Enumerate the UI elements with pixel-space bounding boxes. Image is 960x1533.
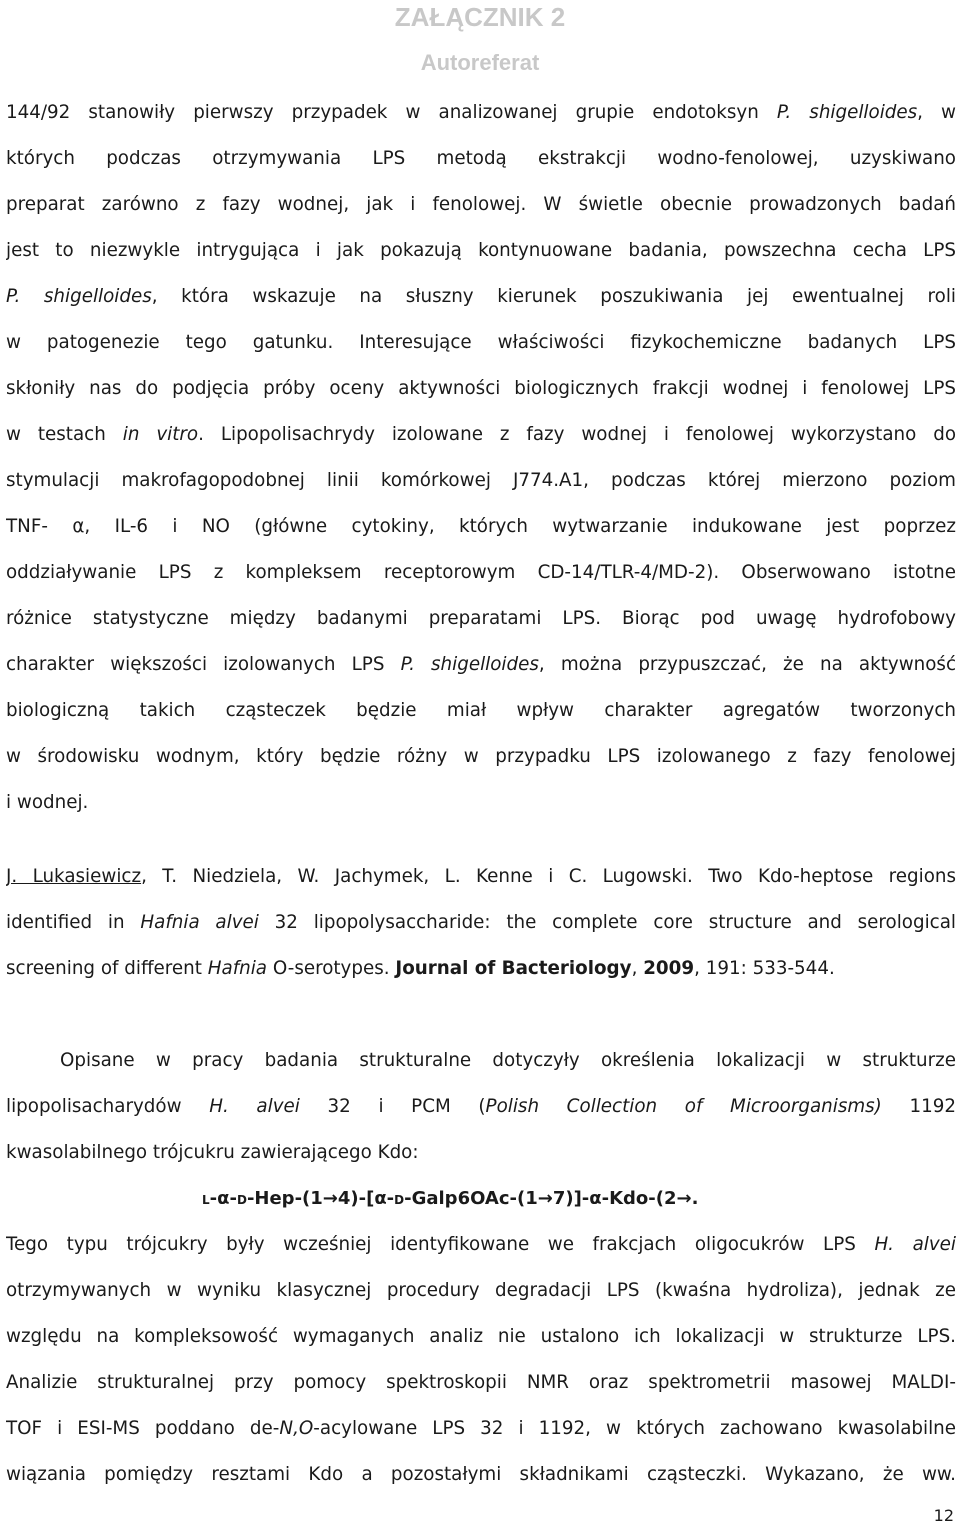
text-line: biologiczną takich cząsteczek będzie miał wpływ charakter agregatów tworzonych [6, 700, 956, 721]
text-run: charakter większości izolowanych LPS [6, 654, 401, 675]
text-run: TOF i ESI-MS poddano de- [6, 1418, 280, 1439]
text-line [6, 412, 956, 458]
text-line [6, 946, 956, 992]
text-line: skłoniły nas do podjęcia próby oceny aktywności biologicznych frakcji wodnej i fenolowej LPS [6, 378, 956, 399]
text-run: TNF- [6, 516, 73, 537]
species-name: H. alvei [874, 1234, 956, 1255]
text-line: wiązania pomiędzy resztami Kdo a pozostałymi składnikami cząsteczki. Wykazano, że ww. [6, 1464, 956, 1485]
text-line: których podczas otrzymywania LPS metodą ekstrakcji wodno-fenolowej, uzyskiwano [6, 148, 956, 169]
text-run: , T. Niedziela, W. Jachymek, L. Kenne i C. Lugowski. Two Kdo-heptose regions [141, 866, 956, 887]
text-line: kwasolabilnego trójcukru zawierającego Kdo: [6, 1142, 419, 1163]
text-line [6, 642, 956, 688]
text-run: 32 lipopolysaccharide: the complete core structure and serological [258, 912, 956, 933]
paragraph-description [6, 1038, 956, 1176]
small-caps-letter: L [202, 1193, 210, 1207]
text-line: Analizie strukturalnej przy pomocy spektroskopii NMR oraz spektrometrii masowej MALDI- [6, 1372, 956, 1393]
text-run: identified in [6, 912, 141, 933]
text-line [6, 854, 956, 900]
species-name: P. shigelloides [400, 654, 539, 675]
latin-phrase: in vitro [122, 424, 199, 445]
text-line: otrzymywanych w wyniku klasycznej procedury degradacji LPS (kwaśna hydroliza), jednak ze [6, 1280, 956, 1301]
header-subtitle: Autoreferat [420, 50, 540, 75]
text-run: screening of different [6, 958, 208, 979]
species-name: P. shigelloides [776, 102, 918, 123]
formula-part: -Hep-(1→4)-[α- [246, 1188, 395, 1209]
collection-name: Polish Collection of Microorganisms) [485, 1096, 882, 1117]
text-line: w patogenezie tego gatunku. Interesujące właściwości fizykochemiczne badanych LPS [6, 332, 956, 353]
text-line: Opisane w pracy badania strukturalne dotyczyły określenia lokalizacji w strukturze [60, 1050, 956, 1071]
text-line [6, 1084, 956, 1130]
text-line: w środowisku wodnym, który będzie różny w przypadku LPS izolowanego z fazy fenolowej [6, 746, 956, 767]
text-line: różnice statystyczne między badanymi preparatami LPS. Biorąc pod uwagę hydrofobowy [6, 608, 956, 629]
text-run: w testach [6, 424, 123, 445]
small-caps-letter: D [394, 1193, 405, 1207]
text-run: , 191: 533-544. [694, 958, 835, 979]
text-line: stymulacji makrofagopodobnej linii komórkowej J774.A1, podczas której mierzono poziom [6, 470, 956, 491]
text-line [6, 90, 956, 136]
text-line [6, 504, 956, 550]
publication-year: 2009 [643, 958, 695, 979]
text-run: -acylowane LPS 32 i 1192, w których zachowano kwasolabilne [313, 1418, 956, 1439]
text-run: 144/92 stanowiły pierwszy przypadek w analizowanej grupie endotoksyn [6, 102, 777, 123]
text-run: 32 i PCM ( [299, 1096, 486, 1117]
document-body [6, 90, 956, 1498]
text-run: , można przypuszczać, że na aktywność [538, 654, 956, 675]
species-name: H. alvei [209, 1096, 300, 1117]
spacer [6, 992, 956, 1038]
text-line: i wodnej. [6, 792, 89, 813]
text-run: , [631, 958, 644, 979]
text-line [6, 900, 956, 946]
text-line: względu na kompleksowość wymaganych analiz nie ustalono ich lokalizacji w strukturze LPS. [6, 1326, 956, 1347]
text-run: , w [917, 102, 956, 123]
species-name: Hafnia alvei [140, 912, 259, 933]
paragraph-analysis [6, 1222, 956, 1498]
text-run: Tego typu trójcukry były wcześniej identyfikowane we frakcjach oligocukrów LPS [6, 1234, 875, 1255]
highlighted-author: J. Lukasiewicz [6, 866, 142, 887]
text-run: , IL-6 i NO (główne cytokiny, których wytwarzanie indukowane jest poprzez [84, 516, 956, 537]
text-run: O-serotypes. [267, 958, 396, 979]
text-line [6, 1222, 956, 1268]
alpha-symbol: α [72, 516, 85, 537]
chemical-formula [6, 1176, 956, 1222]
text-line: oddziaływanie LPS z kompleksem receptorowym CD-14/TLR-4/MD-2). Obserwowano istotne [6, 562, 956, 583]
text-line: jest to niezwykle intrygująca i jak pokazują kontynuowane badania, powszechna cecha LPS [6, 240, 956, 261]
journal-name: Journal of Bacteriology [395, 958, 632, 979]
species-name: P. shigelloides [6, 286, 152, 307]
formula-part: -Galp6OAc-(1→7)]-α-Kdo-(2→. [404, 1188, 699, 1209]
header-title: ZAŁĄCZNIK 2 [394, 2, 566, 32]
chemical-notation: N,O [279, 1418, 314, 1439]
text-line: preparat zarówno z fazy wodnej, jak i fenolowej. W świetle obecnie prowadzonych badań [6, 194, 956, 215]
formula-part: -α- [209, 1188, 237, 1209]
text-run: . Lipopolisachrydy izolowane z fazy wodnej i fenolowej wykorzystano do [198, 424, 956, 445]
paragraph-results [6, 90, 956, 826]
text-run: 1192 [881, 1096, 956, 1117]
text-line [6, 1406, 956, 1452]
small-caps-letter: D [236, 1193, 247, 1207]
text-run: , która wskazuje na słuszny kierunek poszukiwania jej ewentualnej roli [151, 286, 956, 307]
page-number: 12 [933, 1506, 954, 1525]
text-line [6, 274, 956, 320]
reference-citation [6, 854, 956, 992]
text-run: lipopolisacharydów [6, 1096, 210, 1117]
genus-name: Hafnia [207, 958, 268, 979]
